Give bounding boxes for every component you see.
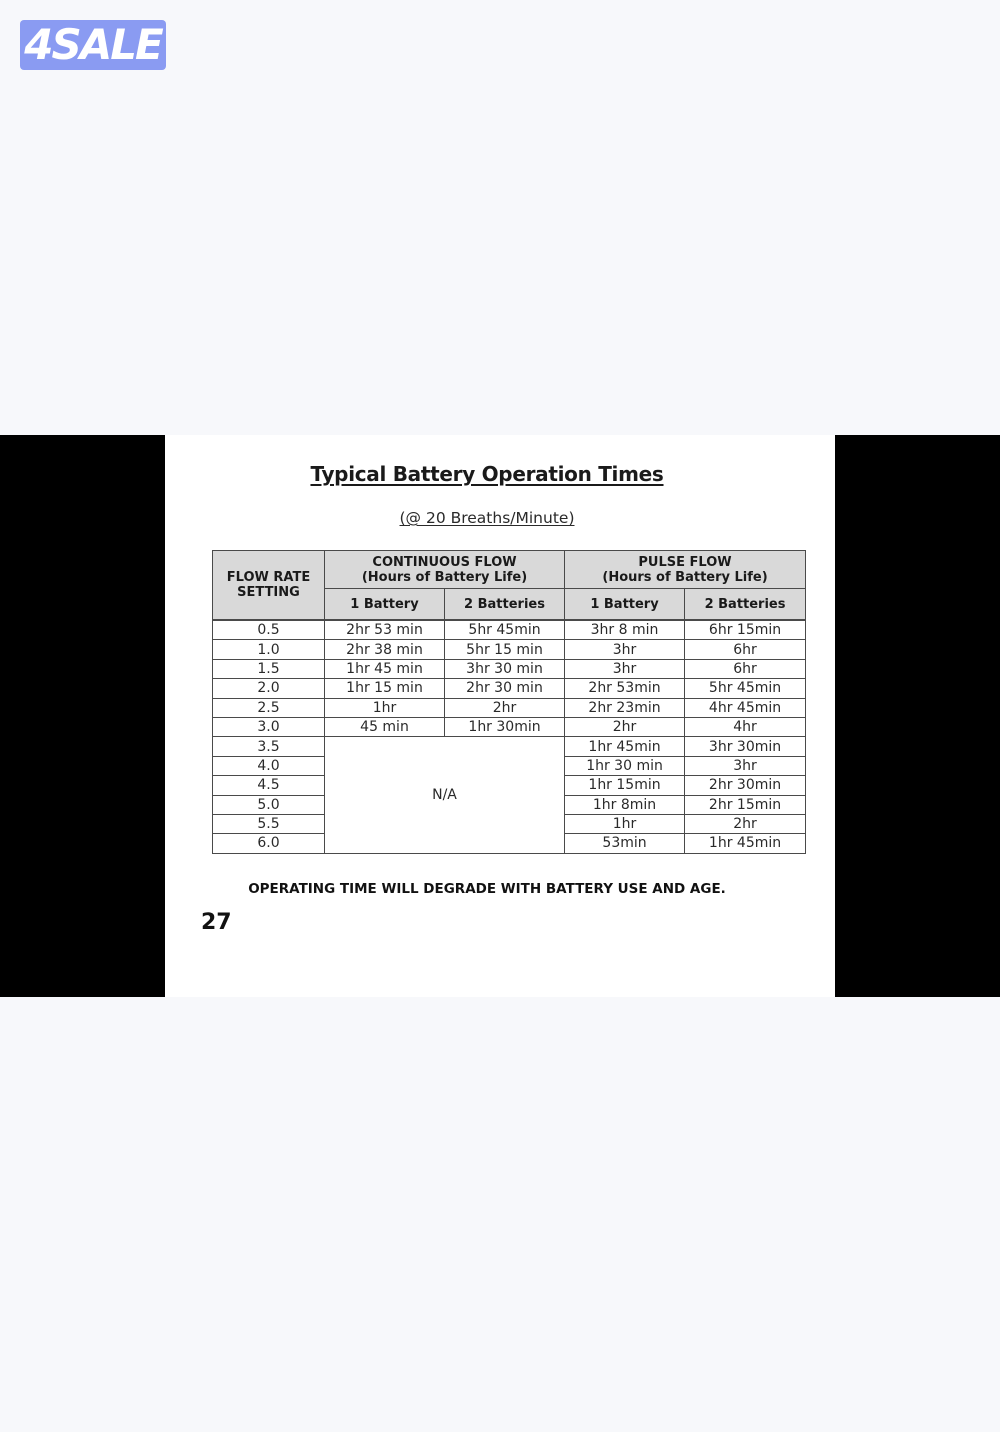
flow-rate-cell: 3.0: [213, 717, 325, 736]
pulse-1-battery-cell: 3hr 8 min: [565, 620, 685, 640]
sub-header-continuous-2-batteries: 2 Batteries: [445, 589, 565, 621]
pulse-2-batteries-cell: 5hr 45min: [685, 679, 806, 698]
pulse-1-battery-cell: 2hr 23min: [565, 698, 685, 717]
pulse-flow-header-line1: PULSE FLOW: [638, 554, 732, 570]
pulse-2-batteries-cell: 3hr 30min: [685, 737, 806, 756]
flow-rate-cell: 2.5: [213, 698, 325, 717]
continuous-1-battery-cell: 1hr 45 min: [325, 659, 445, 678]
battery-times-table: [212, 550, 806, 854]
pulse-1-battery-cell: 1hr 15min: [565, 776, 685, 795]
flow-rate-header: [213, 551, 325, 621]
page-number: 27: [201, 910, 232, 935]
document-title: Typical Battery Operation Times: [310, 462, 664, 486]
continuous-1-battery-cell: 2hr 38 min: [325, 640, 445, 659]
pulse-1-battery-cell: 3hr: [565, 640, 685, 659]
flow-rate-cell: 4.5: [213, 776, 325, 795]
sub-header-pulse-2-batteries: 2 Batteries: [685, 589, 806, 621]
table-row: [213, 620, 806, 640]
not-available-cell: N/A: [325, 737, 565, 853]
logo-badge: [20, 20, 166, 70]
table-row: [213, 659, 806, 678]
pulse-1-battery-cell: 53min: [565, 834, 685, 853]
sub-header-continuous-1-battery: 1 Battery: [325, 589, 445, 621]
table-row: [213, 737, 806, 756]
flow-rate-cell: 2.0: [213, 679, 325, 698]
table-row: [213, 679, 806, 698]
flow-rate-cell: 6.0: [213, 834, 325, 853]
pulse-2-batteries-cell: 4hr: [685, 717, 806, 736]
pulse-1-battery-cell: 2hr: [565, 717, 685, 736]
pulse-2-batteries-cell: 2hr: [685, 814, 806, 833]
flow-rate-cell: 3.5: [213, 737, 325, 756]
flow-rate-header-line1: FLOW RATE: [226, 570, 311, 585]
pulse-flow-header: [565, 551, 806, 589]
logo-text: 4SALE: [24, 20, 162, 69]
continuous-1-battery-cell: 1hr 15 min: [325, 679, 445, 698]
table-row: [213, 717, 806, 736]
document-subtitle: (@ 20 Breaths/Minute): [399, 509, 575, 527]
document-page: [165, 435, 835, 997]
continuous-1-battery-cell: 1hr: [325, 698, 445, 717]
continuous-2-batteries-cell: 3hr 30 min: [445, 659, 565, 678]
flow-rate-header-line2: SETTING: [237, 585, 300, 600]
continuous-flow-header-line2: (Hours of Battery Life): [361, 569, 528, 585]
continuous-2-batteries-cell: 1hr 30min: [445, 717, 565, 736]
pulse-2-batteries-cell: 4hr 45min: [685, 698, 806, 717]
continuous-2-batteries-cell: 5hr 45min: [445, 620, 565, 640]
continuous-1-battery-cell: 2hr 53 min: [325, 620, 445, 640]
flow-rate-cell: 5.0: [213, 795, 325, 814]
pulse-1-battery-cell: 1hr 8min: [565, 795, 685, 814]
continuous-2-batteries-cell: 2hr: [445, 698, 565, 717]
pulse-2-batteries-cell: 6hr 15min: [685, 620, 806, 640]
continuous-flow-header-line1: CONTINUOUS FLOW: [372, 554, 517, 570]
continuous-2-batteries-cell: 2hr 30 min: [445, 679, 565, 698]
flow-rate-cell: 1.5: [213, 659, 325, 678]
pulse-2-batteries-cell: 3hr: [685, 756, 806, 775]
table-row: [213, 698, 806, 717]
pulse-flow-header-line2: (Hours of Battery Life): [602, 569, 768, 585]
table-row: [213, 640, 806, 659]
flow-rate-cell: 1.0: [213, 640, 325, 659]
pulse-2-batteries-cell: 2hr 15min: [685, 795, 806, 814]
pulse-2-batteries-cell: 1hr 45min: [685, 834, 806, 853]
continuous-flow-header: [325, 551, 565, 589]
pulse-1-battery-cell: 2hr 53min: [565, 679, 685, 698]
flow-rate-cell: 0.5: [213, 620, 325, 640]
sub-header-pulse-1-battery: 1 Battery: [565, 589, 685, 621]
pulse-1-battery-cell: 1hr 45min: [565, 737, 685, 756]
flow-rate-cell: 5.5: [213, 814, 325, 833]
pulse-2-batteries-cell: 6hr: [685, 640, 806, 659]
pulse-1-battery-cell: 3hr: [565, 659, 685, 678]
pulse-1-battery-cell: 1hr 30 min: [565, 756, 685, 775]
continuous-2-batteries-cell: 5hr 15 min: [445, 640, 565, 659]
pulse-1-battery-cell: 1hr: [565, 814, 685, 833]
pulse-2-batteries-cell: 2hr 30min: [685, 776, 806, 795]
flow-rate-cell: 4.0: [213, 756, 325, 775]
continuous-1-battery-cell: 45 min: [325, 717, 445, 736]
operating-time-note: OPERATING TIME WILL DEGRADE WITH BATTERY USE AND AGE.: [248, 881, 726, 897]
pulse-2-batteries-cell: 6hr: [685, 659, 806, 678]
